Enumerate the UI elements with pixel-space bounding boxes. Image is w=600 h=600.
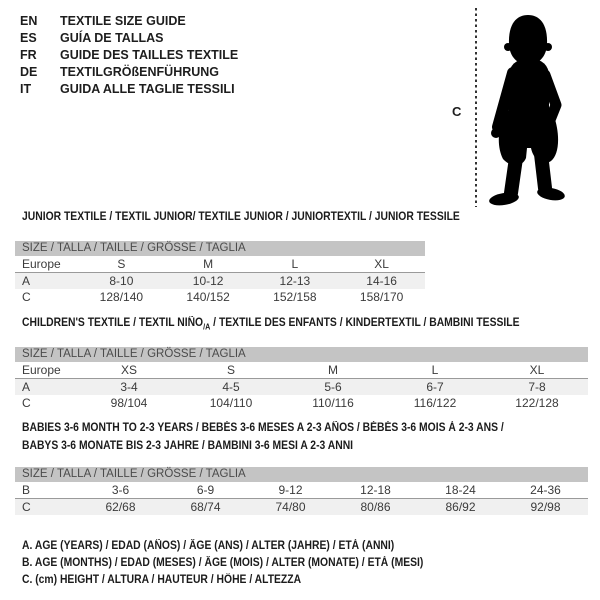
- language-title: TEXTILGRÖßENFÜHRUNG: [60, 64, 220, 79]
- size-cell: 110/116: [312, 396, 354, 411]
- size-cell: 74/80: [275, 500, 306, 515]
- table-title-text: CHILDREN'S TEXTILE / TEXTIL NIÑO: [22, 317, 204, 329]
- row-label: C: [22, 500, 31, 515]
- footnote-b: B. AGE (MONTHS) / EDAD (MESES) / ÂGE (MOIS) / ALTER (MONATE) / ETÀ (MESI): [22, 557, 424, 569]
- table-title: [22, 316, 531, 334]
- table-row: [15, 256, 425, 273]
- size-cell: 8-10: [109, 274, 134, 289]
- size-table-babies: [15, 421, 588, 515]
- size-cell: 4-5: [222, 380, 240, 395]
- table-row: [15, 395, 588, 411]
- toddler-silhouette-icon: [483, 9, 575, 208]
- language-row: [20, 80, 238, 97]
- size-cell: L: [291, 257, 299, 272]
- row-label: A: [22, 380, 31, 395]
- language-code: EN: [20, 13, 38, 28]
- size-table-junior: [15, 210, 460, 305]
- table-title: [22, 421, 531, 454]
- table-title: [22, 210, 460, 228]
- language-title: GUÍA DE TALLAS: [60, 30, 164, 45]
- footnote-a: A. AGE (YEARS) / EDAD (AÑOS) / ÂGE (ANS) / ALTER (JAHRE) / ETÀ (ANNI): [22, 540, 395, 552]
- table-title-text: JUNIOR TEXTILE / TEXTIL JUNIOR/ TEXTILE JUNIOR / JUNIORTEXTIL / JUNIOR TESSILE: [22, 211, 460, 223]
- language-code: IT: [20, 81, 32, 96]
- language-code: FR: [20, 47, 37, 62]
- size-cell: 5-6: [324, 380, 342, 395]
- size-cell: 6-9: [196, 483, 215, 498]
- size-cell: M: [203, 257, 214, 272]
- row-label: A: [22, 274, 31, 289]
- language-title: GUIDE DES TAILLES TEXTILE: [60, 47, 239, 62]
- language-code: ES: [20, 30, 37, 45]
- size-cell: 14-16: [366, 274, 397, 289]
- size-cell: 80/86: [360, 500, 391, 515]
- size-cell: 62/68: [105, 500, 136, 515]
- table-row: [15, 379, 588, 395]
- size-table-body: [15, 482, 588, 515]
- language-row: [20, 46, 238, 63]
- table-row: [15, 273, 425, 289]
- table-row: [15, 289, 425, 305]
- table-row: [15, 482, 588, 499]
- footnotes: [22, 538, 468, 589]
- size-cell: XS: [120, 363, 137, 378]
- language-title: GUIDA ALLE TAGLIE TESSILI: [60, 81, 235, 96]
- size-cell: 24-36: [530, 483, 561, 498]
- size-header-bar: SIZE / TALLA / TAILLE / GRÖSSE / TAGLIA: [15, 467, 588, 482]
- table-title-text: / TEXTILE DES ENFANTS / KINDERTEXTIL / BAMBINI TESSILE: [210, 317, 520, 329]
- size-cell: 18-24: [445, 483, 476, 498]
- size-cell: 104/110: [209, 396, 253, 411]
- size-cell: XL: [374, 257, 389, 272]
- language-row: [20, 12, 238, 29]
- size-cell: 68/74: [190, 500, 221, 515]
- size-cell: 158/170: [359, 290, 404, 305]
- size-cell: 122/128: [515, 396, 559, 411]
- size-cell: 3-6: [111, 483, 130, 498]
- size-cell: S: [226, 363, 235, 378]
- language-list: [20, 12, 238, 97]
- size-cell: 140/152: [186, 290, 230, 305]
- table-row: [15, 362, 588, 379]
- table-title-line2: BABYS 3-6 MONATE BIS 2-3 JAHRE / BAMBINI 3-6 MESI A 2-3 ANNI: [22, 440, 354, 453]
- size-cell: 3-4: [120, 380, 138, 395]
- language-code: DE: [20, 64, 38, 79]
- language-title: TEXTILE SIZE GUIDE: [60, 13, 186, 28]
- row-label: Europe: [22, 257, 61, 272]
- footnote-c: C. (cm) HEIGHT / ALTURA / HAUTEUR / HÖHE / ALTEZZA: [22, 574, 302, 586]
- size-cell: 12-13: [279, 274, 311, 289]
- size-cell: 116/122: [413, 396, 457, 411]
- size-table-children: [15, 316, 588, 411]
- language-row: [20, 29, 238, 46]
- size-cell: L: [431, 363, 439, 378]
- row-label: B: [22, 483, 31, 498]
- size-table-body: [15, 362, 588, 411]
- size-cell: 7-8: [528, 380, 546, 395]
- size-cell: S: [117, 257, 126, 272]
- size-cell: 86/92: [445, 500, 476, 515]
- size-cell: XL: [529, 363, 545, 378]
- height-figure: [450, 4, 598, 210]
- table-title-text: BABIES 3-6 MONTH TO 2-3 YEARS / BEBÉS 3-6 MESES A 2-3 AÑOS / BÉBÉS 3-6 MOIS À 2-3 ANS /: [22, 422, 504, 434]
- row-label: Europe: [22, 363, 61, 378]
- size-cell: 152/158: [273, 290, 317, 305]
- height-measure-label: C: [452, 104, 462, 119]
- row-label: C: [22, 396, 31, 411]
- size-cell: 6-7: [426, 380, 444, 395]
- size-header-bar: SIZE / TALLA / TAILLE / GRÖSSE / TAGLIA: [15, 347, 588, 362]
- size-header-bar: SIZE / TALLA / TAILLE / GRÖSSE / TAGLIA: [15, 241, 425, 256]
- size-cell: M: [328, 363, 338, 378]
- language-row: [20, 63, 238, 80]
- table-title-sub: /A: [203, 322, 211, 332]
- size-cell: 98/104: [110, 396, 148, 411]
- size-cell: 92/98: [530, 500, 561, 515]
- height-dashed-line: [475, 8, 477, 207]
- size-table-body: [15, 256, 425, 305]
- size-cell: 12-18: [360, 483, 391, 498]
- size-cell: 128/140: [99, 290, 144, 305]
- size-cell: 10-12: [192, 274, 224, 289]
- size-cell: 9-12: [278, 483, 303, 498]
- row-label: C: [22, 290, 31, 305]
- table-row: [15, 499, 588, 515]
